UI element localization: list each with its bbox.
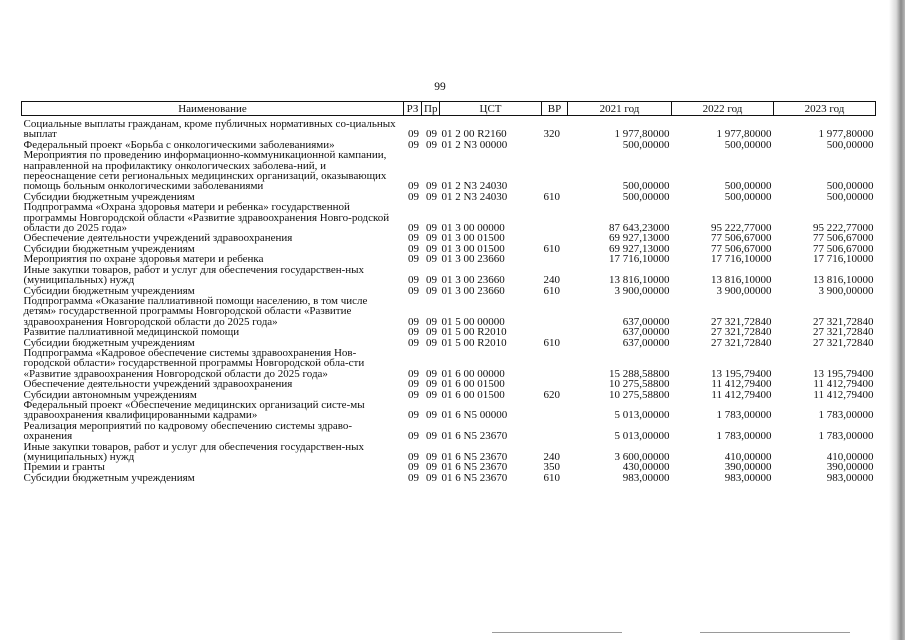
scan-edge-shadow (889, 0, 905, 640)
cell-2023: 11 412,79400 (813, 378, 874, 391)
cell-rz: 09 (408, 284, 419, 297)
cell-2022: 13 816,10000 (711, 274, 772, 287)
budget-table (21, 101, 876, 483)
cell-2021: 3 600,00000 (614, 451, 670, 463)
cell-2022: 983,00000 (724, 471, 772, 484)
table-row (22, 327, 876, 337)
cell-pr: 09 (426, 471, 437, 484)
header-2022: 2022 год (672, 102, 774, 116)
cell-2021: 5 013,00000 (614, 430, 670, 443)
cell-vr: 240 (543, 274, 560, 287)
cell-2023: 13 195,79400 (813, 367, 874, 380)
cell-name: Федеральный проект «Борьба с онкологическими заболеваниями» (23, 138, 335, 151)
cell-cst: 01 3 00 23660 (441, 284, 505, 297)
cell-2023: 983,00000 (826, 471, 874, 484)
cell-name: Реализация мероприятий по кадровому обеспечению системы здраво-охранения (23, 419, 353, 443)
cell-cst: 01 5 00 R2010 (441, 326, 507, 339)
cell-cst: 01 6 N5 23670 (441, 461, 508, 474)
cell-pr: 09 (426, 409, 437, 422)
cell-rz: 09 (408, 274, 419, 287)
cell-name: Иные закупки товаров, работ и услуг для обеспечения государствен-ных (муниципальных) нужд (23, 440, 365, 463)
cell-name: Развитие паллиативной медицинской помощи (23, 326, 240, 339)
cell-cst: 01 6 00 00000 (441, 367, 505, 380)
table-row (22, 202, 876, 233)
cell-name: Субсидии бюджетным учреждениям (23, 242, 195, 255)
cell-pr: 09 (426, 138, 437, 151)
cell-cst: 01 6 N5 00000 (441, 409, 508, 422)
cell-vr (542, 150, 568, 192)
cell-cst: 01 3 00 23660 (441, 253, 505, 266)
cell-name: Премии и гранты (23, 461, 105, 474)
cell-2021: 5 013,00000 (614, 409, 670, 422)
cell-vr: 320 (543, 128, 560, 141)
header-vr: ВР (542, 102, 568, 116)
cell-2021: 430,00000 (622, 461, 670, 474)
cell-2022: 500,00000 (724, 190, 772, 203)
cell-pr: 09 (426, 367, 437, 380)
cell-name: Подпрограмма «Охрана здоровья матери и ребенка» государственной программы Новгородской области «Развитие здравоохранения Новго-родской области до 2025 года» (23, 201, 390, 235)
cell-2023: 27 321,72840 (813, 336, 874, 349)
cell-2021: 69 927,13000 (609, 232, 670, 245)
cell-2023: 27 321,72840 (813, 326, 874, 339)
cell-2022: 77 506,67000 (711, 232, 772, 245)
cell-vr: 610 (543, 284, 560, 297)
cell-name: Федеральный проект «Обеспечение медицинских организаций систе-мы здравоохранения квалифицированными кадрами» (23, 398, 365, 422)
cell-name: Обеспечение деятельности учреждений здравоохранения (23, 378, 293, 391)
cell-pr: 09 (426, 388, 437, 401)
cell-2021: 17 716,10000 (609, 253, 670, 266)
cell-pr: 09 (426, 242, 437, 255)
cell-name: Субсидии бюджетным учреждениям (23, 336, 195, 349)
cell-rz: 09 (408, 190, 419, 203)
cell-name: Социальные выплаты гражданам, кроме публичных нормативных со-циальных выплат (23, 118, 396, 141)
table-header-row (22, 102, 876, 116)
cell-vr (542, 400, 568, 421)
cell-pr: 09 (426, 378, 437, 391)
cell-rz: 09 (408, 222, 419, 235)
cell-2023: 390,00000 (826, 461, 874, 474)
cell-2022: 11 412,79400 (711, 378, 772, 391)
cell-vr: 240 (543, 451, 560, 463)
cell-vr: 610 (543, 336, 560, 349)
cell-2022: 500,00000 (724, 138, 772, 151)
cell-pr: 09 (426, 336, 437, 349)
cell-2021: 3 900,00000 (614, 284, 670, 297)
cell-vr: 610 (543, 190, 560, 203)
cell-2023: 500,00000 (826, 190, 874, 203)
cell-vr (542, 421, 568, 442)
cell-rz: 09 (408, 336, 419, 349)
cell-name: Обеспечение деятельности учреждений здравоохранения (23, 232, 293, 245)
header-cst: ЦСТ (440, 102, 542, 116)
cell-pr: 09 (426, 180, 437, 193)
cell-rz: 09 (408, 232, 419, 245)
cell-cst: 01 2 00 R2160 (441, 128, 507, 141)
cell-2022: 410,00000 (724, 451, 772, 463)
cell-rz: 09 (408, 471, 419, 484)
cell-2021: 10 275,58800 (609, 378, 670, 391)
cell-2023: 27 321,72840 (813, 315, 874, 328)
cell-2021: 637,00000 (622, 315, 670, 328)
scan-bottom-line (700, 632, 850, 633)
cell-2021: 637,00000 (622, 336, 670, 349)
cell-cst: 01 3 00 00000 (441, 222, 505, 235)
cell-vr (542, 327, 568, 337)
cell-rz: 09 (408, 367, 419, 380)
cell-2022: 13 195,79400 (711, 367, 772, 380)
cell-vr (542, 348, 568, 379)
cell-name: Субсидии автономным учреждениям (23, 388, 197, 401)
cell-2022: 3 900,00000 (716, 284, 772, 297)
cell-cst: 01 6 N5 23670 (441, 451, 508, 463)
cell-cst: 01 6 N5 23670 (441, 430, 508, 443)
cell-pr: 09 (426, 190, 437, 203)
cell-2023: 1 783,00000 (818, 409, 874, 422)
cell-cst: 01 3 00 01500 (441, 242, 505, 255)
cell-2023: 3 900,00000 (818, 284, 874, 297)
cell-2023: 11 412,79400 (813, 388, 874, 401)
cell-rz: 09 (408, 409, 419, 422)
cell-2022: 1 977,80000 (716, 128, 772, 141)
cell-vr (542, 379, 568, 389)
cell-pr: 09 (426, 461, 437, 474)
page-number: 99 (434, 81, 446, 93)
cell-2023: 77 506,67000 (813, 232, 874, 245)
cell-pr: 09 (426, 315, 437, 328)
cell-cst: 01 2 N3 24030 (441, 180, 508, 193)
cell-cst: 01 2 N3 24030 (441, 190, 508, 203)
cell-rz: 09 (408, 128, 419, 141)
cell-vr (542, 202, 568, 233)
table-row (22, 473, 876, 483)
cell-2022: 1 783,00000 (716, 430, 772, 443)
cell-2022: 95 222,77000 (711, 222, 772, 235)
cell-2022: 27 321,72840 (711, 315, 772, 328)
cell-vr (542, 140, 568, 150)
cell-2022: 27 321,72840 (711, 326, 772, 339)
table-row (22, 150, 876, 192)
cell-2021: 983,00000 (622, 471, 670, 484)
cell-pr: 09 (426, 430, 437, 443)
cell-name: Субсидии бюджетным учреждениям (23, 471, 195, 484)
cell-2022: 17 716,10000 (711, 253, 772, 266)
cell-rz: 09 (408, 378, 419, 391)
scan-bottom-line (492, 632, 622, 633)
cell-cst: 01 6 00 01500 (441, 388, 505, 401)
cell-vr: 610 (543, 471, 560, 484)
header-2021: 2021 год (568, 102, 672, 116)
cell-pr: 09 (426, 222, 437, 235)
cell-rz: 09 (408, 451, 419, 463)
cell-cst: 01 3 00 23660 (441, 274, 505, 287)
cell-cst: 01 5 00 00000 (441, 315, 505, 328)
table-row (22, 348, 876, 379)
cell-2021: 87 643,23000 (609, 222, 670, 235)
cell-2021: 69 927,13000 (609, 242, 670, 255)
cell-vr: 620 (543, 388, 560, 401)
cell-name: Мероприятия по охране здоровья матери и ребенка (23, 253, 264, 266)
cell-vr: 610 (543, 242, 560, 255)
cell-2021: 1 977,80000 (614, 128, 670, 141)
cell-name: Мероприятия по проведению информационно-коммуникационной кампании, направленной на профилактику онкологических заболева-ний, и переоснащение сети региональных медицинских организаций, оказывающих помощь больным онкологическими заболеваниями (23, 149, 387, 193)
cell-2022: 390,00000 (724, 461, 772, 474)
cell-2023: 1 783,00000 (818, 430, 874, 443)
table-row (22, 379, 876, 389)
cell-2022: 1 783,00000 (716, 409, 772, 422)
cell-rz: 09 (408, 138, 419, 151)
cell-cst: 01 5 00 R2010 (441, 336, 507, 349)
table-row (22, 296, 876, 327)
cell-2021: 500,00000 (622, 180, 670, 193)
cell-rz: 09 (408, 180, 419, 193)
cell-rz: 09 (408, 242, 419, 255)
cell-rz: 09 (408, 253, 419, 266)
cell-2021: 500,00000 (622, 138, 670, 151)
table-row (22, 265, 876, 286)
cell-vr: 350 (543, 461, 560, 474)
cell-2023: 17 716,10000 (813, 253, 874, 266)
cell-2021: 500,00000 (622, 190, 670, 203)
cell-rz: 09 (408, 388, 419, 401)
table-row (22, 400, 876, 421)
cell-2022: 27 321,72840 (711, 336, 772, 349)
cell-pr: 09 (426, 326, 437, 339)
cell-rz: 09 (408, 430, 419, 443)
table-row (22, 442, 876, 463)
cell-rz: 09 (408, 315, 419, 328)
cell-pr: 09 (426, 128, 437, 141)
cell-cst: 01 6 00 01500 (441, 378, 505, 391)
cell-2023: 95 222,77000 (813, 222, 874, 235)
cell-2023: 13 816,10000 (813, 274, 874, 287)
cell-pr: 09 (426, 284, 437, 297)
cell-2022: 500,00000 (724, 180, 772, 193)
cell-2023: 500,00000 (826, 180, 874, 193)
cell-2022: 11 412,79400 (711, 388, 772, 401)
table-row (22, 421, 876, 442)
cell-name: Иные закупки товаров, работ и услуг для обеспечения государствен-ных (муниципальных) нужд (23, 263, 365, 287)
cell-rz: 09 (408, 461, 419, 474)
cell-2021: 637,00000 (622, 326, 670, 339)
cell-cst: 01 2 N3 00000 (441, 138, 508, 151)
cell-vr (542, 296, 568, 327)
cell-pr: 09 (426, 253, 437, 266)
cell-name: Подпрограмма «Кадровое обеспечение системы здравоохранения Нов-городской области» государственной программы Новгородской обла-сти «Развитие здравоохранения Новгородской области до 2025 года» (23, 346, 365, 380)
cell-vr (542, 254, 568, 264)
cell-pr: 09 (426, 232, 437, 245)
cell-cst: 01 6 N5 23670 (441, 471, 508, 484)
cell-pr: 09 (426, 274, 437, 287)
cell-2022: 77 506,67000 (711, 242, 772, 255)
cell-2021: 15 288,58800 (609, 367, 670, 380)
header-2023: 2023 год (774, 102, 876, 116)
cell-2023: 77 506,67000 (813, 242, 874, 255)
cell-2021: 13 816,10000 (609, 274, 670, 287)
header-pr: Пр (422, 102, 440, 116)
cell-2023: 410,00000 (826, 451, 874, 463)
cell-2021: 10 275,58800 (609, 388, 670, 401)
cell-name: Субсидии бюджетным учреждениям (23, 284, 195, 297)
header-name: Наименование (22, 102, 404, 116)
cell-cst: 01 3 00 01500 (441, 232, 505, 245)
cell-pr: 09 (426, 451, 437, 463)
cell-2023: 1 977,80000 (818, 128, 874, 141)
cell-name: Субсидии бюджетным учреждениям (23, 190, 195, 203)
cell-rz: 09 (408, 326, 419, 339)
cell-2023: 500,00000 (826, 138, 874, 151)
cell-name: Подпрограмма «Оказание паллиативной помощи населению, в том числе детям» государственной программы Новгородской области «Развитие здравоохранения Новгородской области до 2025 года» (23, 294, 368, 328)
table-row (22, 116, 876, 140)
header-rz: РЗ (404, 102, 422, 116)
